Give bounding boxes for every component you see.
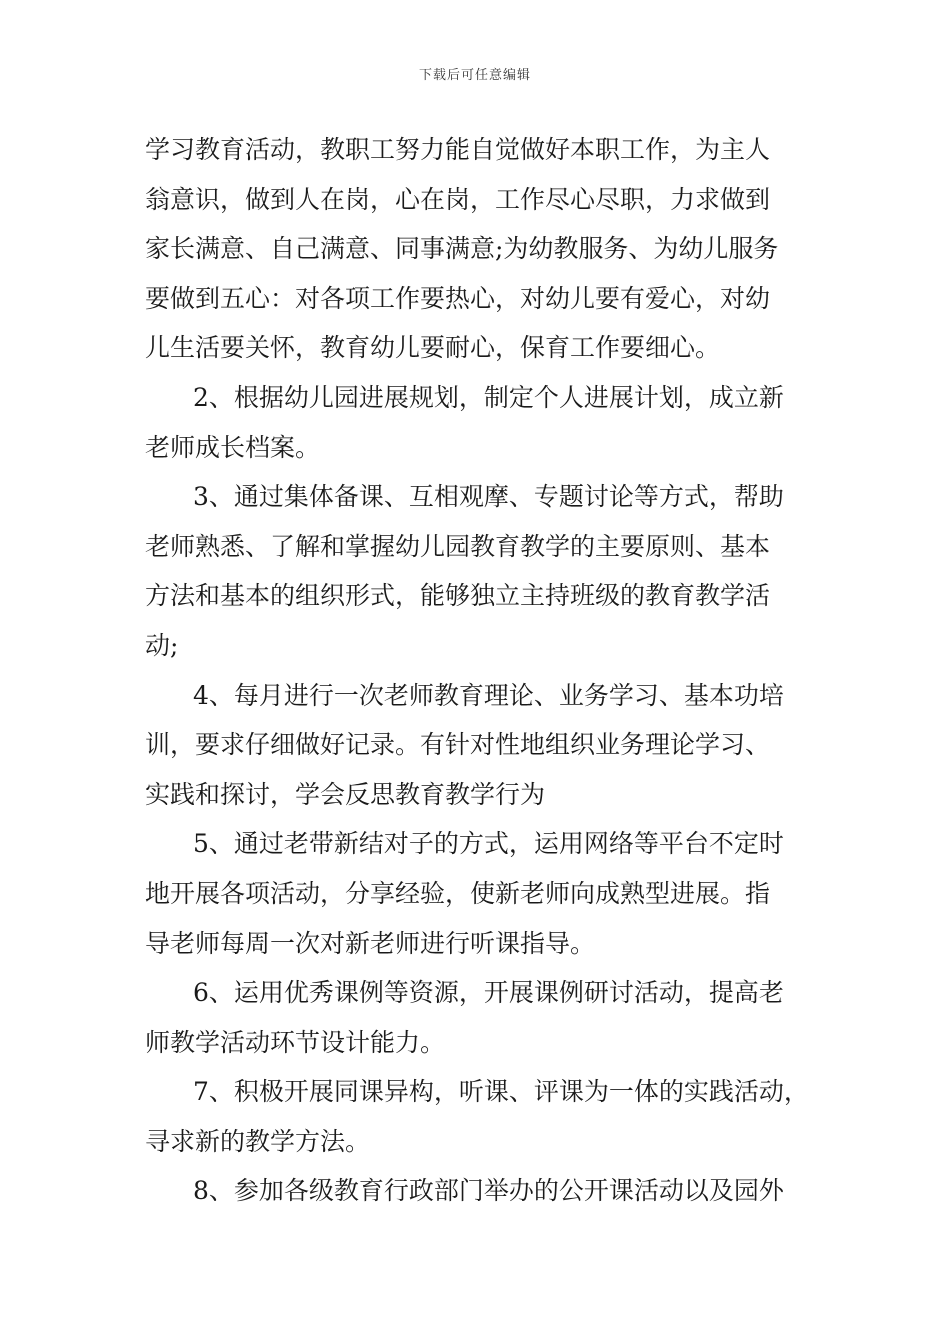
- text-line: 师教学活动环节设计能力。: [145, 1027, 446, 1057]
- text-line: 要做到五心：对各项工作要热心，对幼儿要有爱心，对幼: [145, 283, 771, 313]
- document-body: [145, 125, 809, 1216]
- text-line: 翁意识，做到人在岗，心在岗，工作尽心尽职，力求做到: [145, 184, 771, 214]
- page-header: 下载后可任意编辑: [418, 68, 531, 83]
- text-line: 5、通过老带新结对子的方式，运用网络等平台不定时: [193, 829, 784, 859]
- text-line: 实践和探讨，学会反思教育教学行为: [145, 779, 546, 809]
- text-line: 7、积极开展同课异构，听课、评课为一体的实践活动，: [193, 1077, 809, 1107]
- text-line: 8、参加各级教育行政部门举办的公开课活动以及园外: [193, 1176, 784, 1206]
- text-line: 老师熟悉、了解和掌握幼儿园教育教学的主要原则、基本: [145, 531, 771, 561]
- text-line: 儿生活要关怀，教育幼儿要耐心，保育工作要细心。: [145, 333, 721, 363]
- text-line: 方法和基本的组织形式，能够独立主持班级的教育教学活: [145, 581, 771, 611]
- text-line: 训，要求仔细做好记录。有针对性地组织业务理论学习、: [145, 730, 771, 760]
- text-line: 老师成长档案。: [145, 432, 321, 462]
- text-line: 学习教育活动，教职工努力能自觉做好本职工作，为主人: [145, 135, 771, 164]
- text-line: 家长满意、自己满意、同事满意;为幼教服务、为幼儿服务: [145, 234, 779, 264]
- text-line: 动;: [145, 630, 179, 660]
- text-line: 2、根据幼儿园进展规划，制定个人进展计划，成立新: [193, 382, 784, 412]
- text-line: 导老师每周一次对新老师进行听课指导。: [145, 928, 596, 958]
- text-line: 3、通过集体备课、互相观摩、专题讨论等方式，帮助: [193, 482, 784, 512]
- text-line: 6、运用优秀课例等资源，开展课例研讨活动，提高老: [193, 978, 784, 1008]
- text-line: 4、每月进行一次老师教育理论、业务学习、基本功培: [193, 680, 784, 710]
- text-line: 地开展各项活动，分享经验，使新老师向成熟型进展。指: [145, 878, 771, 908]
- text-line: 寻求新的教学方法。: [145, 1126, 371, 1156]
